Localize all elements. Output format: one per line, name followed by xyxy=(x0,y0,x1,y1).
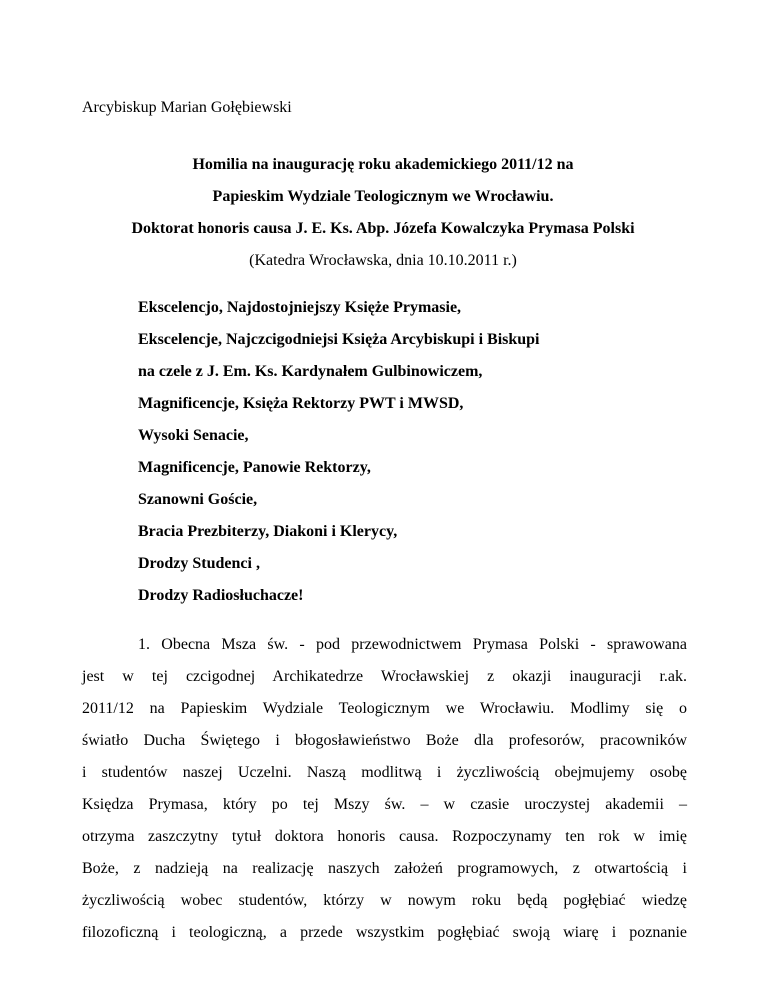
salutation-line: na czele z J. Em. Ks. Kardynałem Gulbinowiczem, xyxy=(138,363,483,380)
paragraph-line: otrzyma zaszczytny tytuł doktora honoris causa. Rozpoczynamy ten rok w imię xyxy=(82,828,687,845)
salutation-line: Wysoki Senacie, xyxy=(138,427,249,444)
paragraph-line: i studentów naszej Uczelni. Naszą modlitwą i życzliwością obejmujemy osobę xyxy=(82,764,687,781)
salutation-line: Drodzy Radiosłuchacze! xyxy=(138,587,304,604)
title-line: Doktorat honoris causa J. E. Ks. Abp. Józefa Kowalczyka Prymasa Polski xyxy=(131,220,635,237)
paragraph-line: życzliwością wobec studentów, którzy w nowym roku będą pogłębiać wiedzę xyxy=(82,892,687,909)
paragraph-line: 1. Obecna Msza św. - pod przewodnictwem Prymasa Polski - sprawowana xyxy=(138,636,687,653)
paragraph-line: światło Ducha Świętego i błogosławieństwo Boże dla profesorów, pracowników xyxy=(82,732,687,749)
salutation-line: Magnificencje, Księża Rektorzy PWT i MWSD, xyxy=(138,395,464,412)
title-line: Homilia na inaugurację roku akademickiego 2011/12 na xyxy=(192,156,574,173)
salutation-line: Drodzy Studenci , xyxy=(138,555,260,572)
salutation-line: Bracia Prezbiterzy, Diakoni i Klerycy, xyxy=(138,523,398,540)
paragraph-line: filozoficzną i teologiczną, a przede wszystkim pogłębiać swoją wiarę i poznanie xyxy=(82,924,687,941)
title-subtitle: (Katedra Wrocławska, dnia 10.10.2011 r.) xyxy=(249,252,517,269)
paragraph-line: 2011/12 na Papieskim Wydziale Teologicznym we Wrocławiu. Modlimy się o xyxy=(82,700,687,717)
salutation-line: Ekscelencjo, Najdostojniejszy Księże Prymasie, xyxy=(138,299,462,316)
salutation-line: Szanowni Goście, xyxy=(138,491,258,508)
paragraph-line: jest w tej czcigodnej Archikatedrze Wrocławskiej z okazji inauguracji r.ak. xyxy=(82,668,687,685)
paragraph-line: Boże, z nadzieją na realizację naszych założeń programowych, z otwartością i xyxy=(82,860,687,877)
salutation-line: Ekscelencje, Najczcigodniejsi Księża Arcybiskupi i Biskupi xyxy=(138,331,540,348)
salutation-line: Magnificencje, Panowie Rektorzy, xyxy=(138,459,371,476)
author-name: Arcybiskup Marian Gołębiewski xyxy=(82,99,292,116)
paragraph-line: Księdza Prymasa, który po tej Mszy św. – w czasie uroczystej akademii – xyxy=(82,796,687,813)
title-line: Papieskim Wydziale Teologicznym we Wrocławiu. xyxy=(212,188,554,205)
